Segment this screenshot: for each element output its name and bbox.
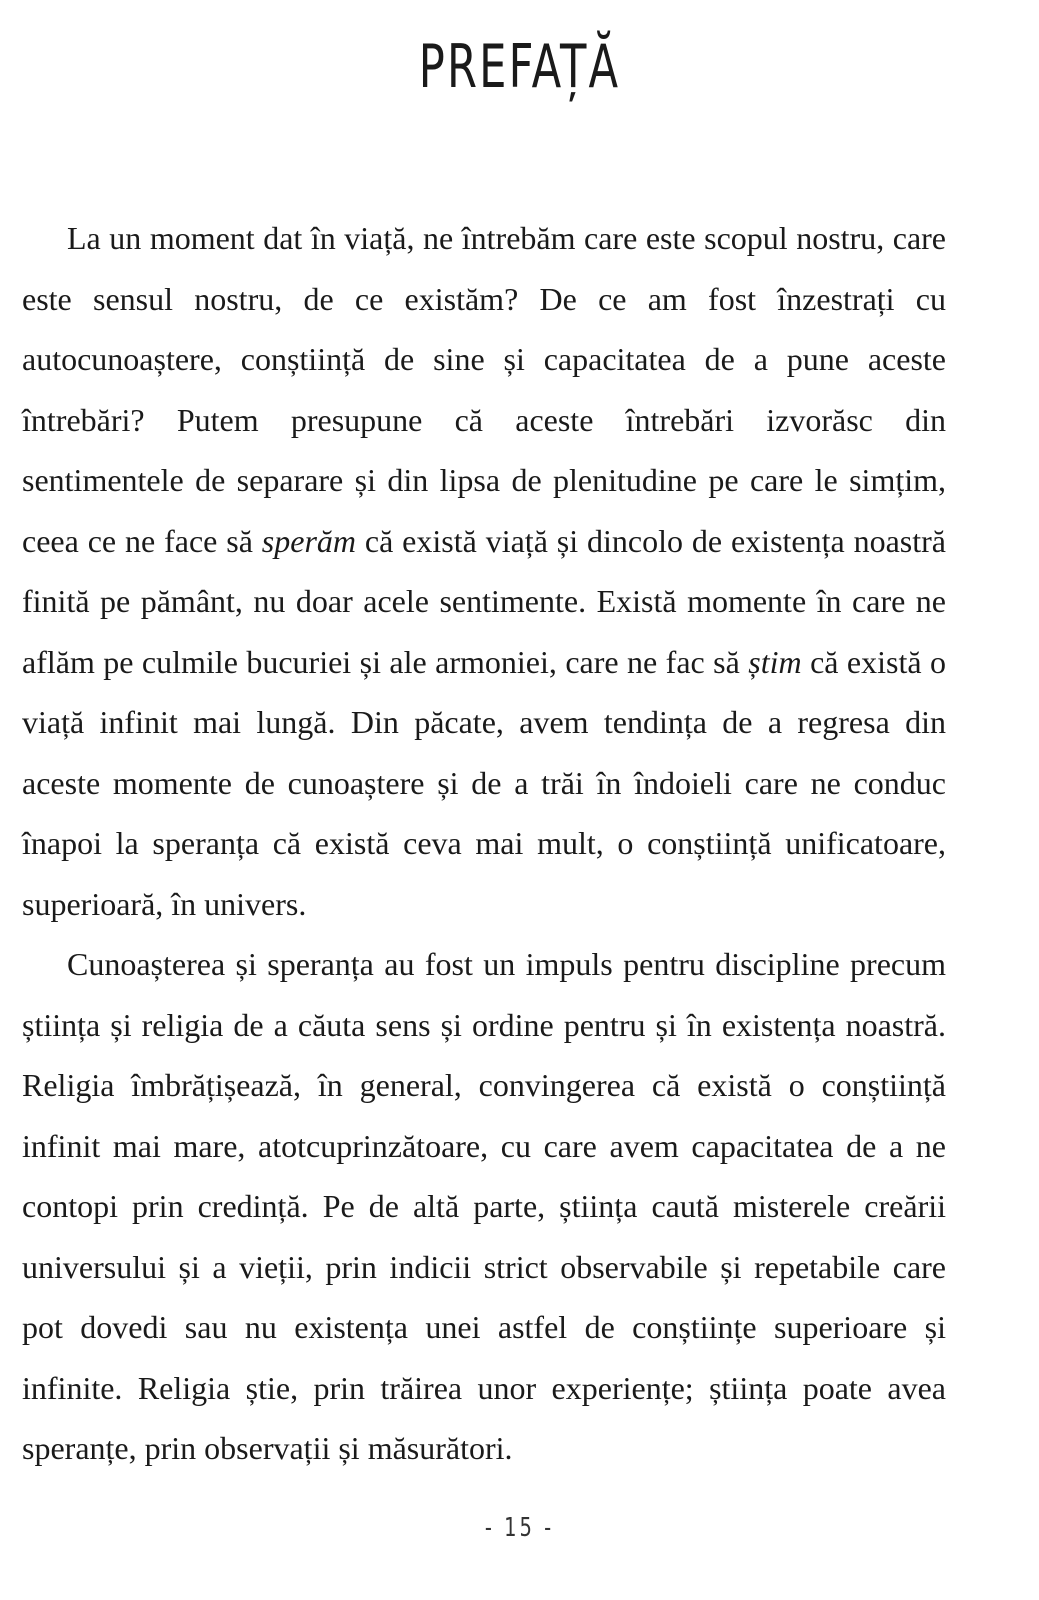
page-title: PREFAȚĂ	[418, 32, 621, 102]
page-number: - 15 -	[484, 1513, 555, 1543]
text-segment: că există viață și dincolo de existența noastră finită pe pământ, nu doar acele sentimente. Există momente în care ne aflăm pe culmile bucuriei și ale armoniei, care ne fac să	[22, 522, 947, 680]
paragraph	[22, 934, 946, 1479]
paragraph	[22, 208, 946, 934]
body-text	[22, 208, 946, 1479]
text-segment: La un moment dat în viață, ne întrebăm care este scopul nostru, care este sensul nostru, de ce existăm? De ce am fost înzestrați cu autocunoaștere, conștiință de sine și capacitatea de a pune aceste întrebări? Putem presupune că aceste întrebări izvorăsc din sentimentele de separare și din lipsa de plenitudine pe care le simțim, ceea ce ne face să	[22, 220, 946, 559]
text-segment: Cunoașterea și speranța au fost un impuls pentru discipline precum știința și religia de a căuta sens și ordine pentru și în existența noastră. Religia îmbrățișează, în general, convingerea că există o conștiință infinit mai mare, atotcuprinzătoare, cu care avem capacitatea de a ne contopi prin credință. Pe de altă parte, știința caută misterele creării universului și a vieții, prin indicii strict observabile și repetabile care pot dovedi sau nu existența unei astfel de conștiințe superioare și infinite. Religia știe, prin trăirea unor experiențe; știința poate avea speranțe, prin observații și măsurători.	[22, 946, 946, 1466]
text-segment: că există o viață infinit mai lungă. Din păcate, avem tendința de a regresa din aceste momente de cunoaștere și de a trăi în îndoieli care ne conduc înapoi la speranța că există ceva mai mult, o conștiință unificatoare, superioară, în univers.	[22, 643, 947, 922]
italic-segment: sperăm	[261, 522, 356, 559]
italic-segment: știm	[748, 643, 802, 680]
